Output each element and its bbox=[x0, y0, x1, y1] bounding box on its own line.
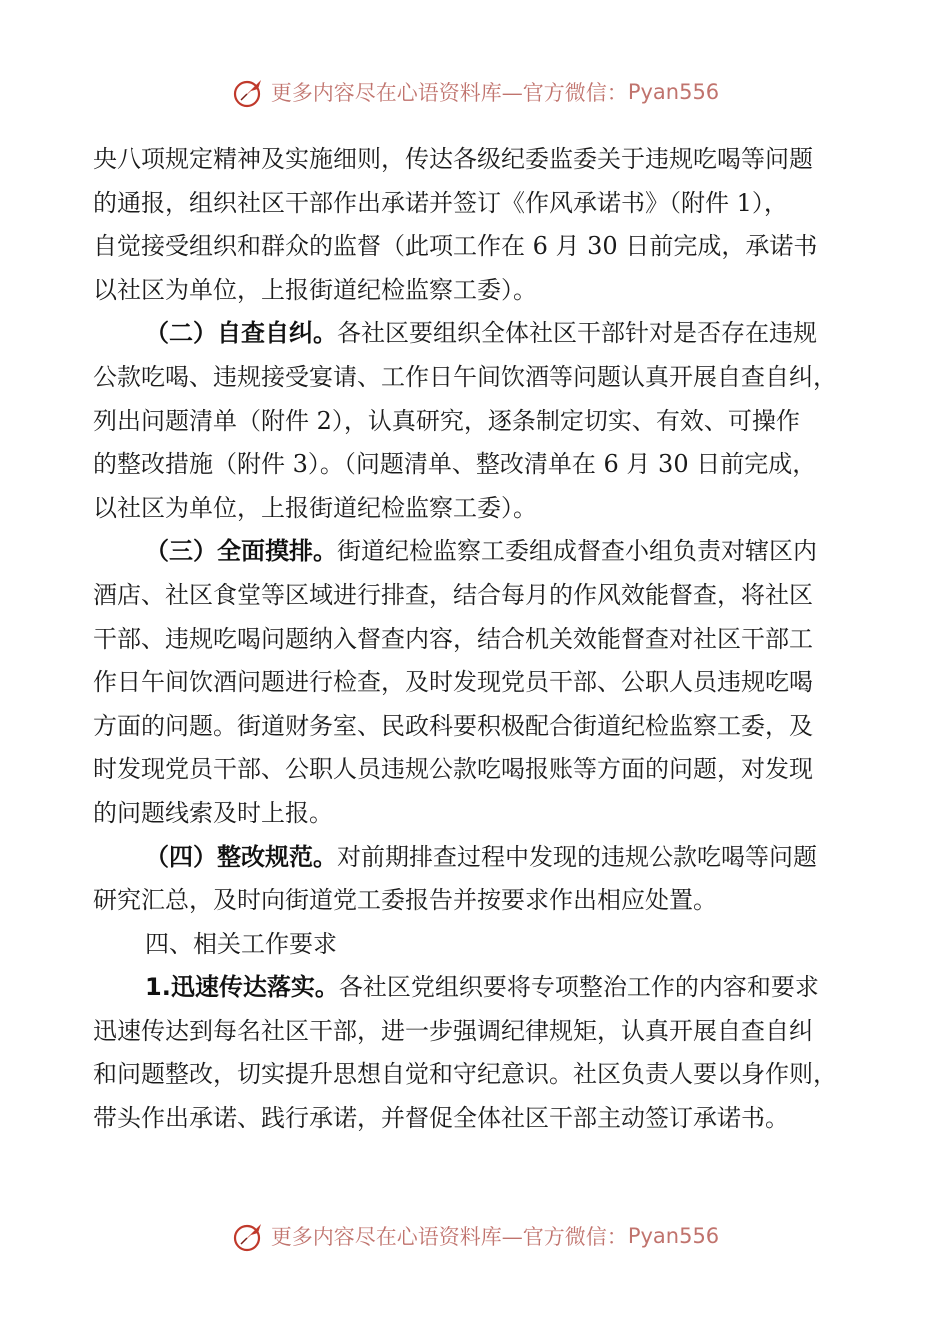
quill-logo-icon bbox=[231, 1218, 267, 1254]
line-text: 列出问题清单（附件 2），认真研究，逐条制定切实、有效、可操作 bbox=[93, 406, 800, 435]
section-heading: （四）整改规范。 bbox=[145, 842, 337, 871]
line-text: 方面的问题。街道财务室、民政科要积极配合街道纪检监察工委，及 bbox=[93, 711, 813, 740]
text-line bbox=[93, 182, 883, 226]
text-line bbox=[93, 1097, 883, 1141]
line-text: 对前期排查过程中发现的违规公款吃喝等问题 bbox=[337, 842, 817, 871]
line-text: 干部、违规吃喝问题纳入督查内容，结合机关效能督查对社区干部工 bbox=[93, 624, 813, 653]
document-body bbox=[93, 138, 883, 1141]
watermark-text: 更多内容尽在心语资料库—官方微信： bbox=[270, 1225, 628, 1249]
section-heading: （三）全面摸排。 bbox=[145, 537, 337, 566]
line-text: 的通报，组织社区干部作出承诺并签订《作风承诺书》（附件 1）， bbox=[93, 188, 788, 217]
text-line bbox=[93, 1053, 883, 1097]
text-line bbox=[93, 748, 883, 792]
text-line bbox=[93, 1010, 883, 1054]
line-text: 和问题整改，切实提升思想自觉和守纪意识。社区负责人要以身作则， bbox=[93, 1060, 837, 1089]
section-heading: （二）自查自纠。 bbox=[145, 319, 337, 348]
line-text: 央八项规定精神及实施细则，传达各级纪委监委关于违规吃喝等问题 bbox=[93, 145, 813, 173]
text-line bbox=[93, 269, 883, 313]
header-watermark bbox=[0, 72, 950, 112]
text-line bbox=[93, 923, 883, 967]
line-text: 作日午间饮酒问题进行检查，及时发现党员干部、公职人员违规吃喝 bbox=[93, 668, 813, 697]
text-line bbox=[93, 356, 883, 400]
line-text: 各社区要组织全体社区干部针对是否存在违规 bbox=[337, 319, 817, 348]
text-line bbox=[93, 443, 883, 487]
line-text: 以社区为单位，上报街道纪检监察工委）。 bbox=[93, 493, 537, 522]
footer-watermark bbox=[0, 1216, 950, 1256]
text-line bbox=[93, 618, 883, 662]
line-text: 四、相关工作要求 bbox=[145, 929, 337, 958]
text-line bbox=[93, 400, 883, 444]
line-text: 时发现党员干部、公职人员违规公款吃喝报账等方面的问题，对发现 bbox=[93, 755, 813, 784]
line-text: 各社区党组织要将专项整治工作的内容和要求 bbox=[338, 973, 819, 1002]
line-text: 的问题线索及时上报。 bbox=[93, 798, 333, 827]
line-text: 以社区为单位，上报街道纪检监察工委）。 bbox=[93, 275, 537, 304]
line-text: 公款吃喝、违规接受宴请、工作日午间饮酒等问题认真开展自查自纠， bbox=[93, 362, 837, 391]
line-text: 街道纪检监察工委组成督查小组负责对辖区内 bbox=[337, 537, 817, 566]
text-line bbox=[93, 574, 883, 618]
text-line bbox=[93, 836, 883, 880]
text-line bbox=[93, 530, 883, 574]
line-text: 的整改措施（附件 3）。（问题清单、整改清单在 6 月 30 日前完成， bbox=[93, 450, 817, 479]
text-line bbox=[93, 312, 883, 356]
watermark-wechat-id: Pyan556 bbox=[627, 80, 720, 104]
line-text: 迅速传达到每名社区干部，进一步强调纪律规矩，认真开展自查自纠 bbox=[93, 1016, 813, 1045]
line-text: 酒店、社区食堂等区域进行排查，结合每月的作风效能督查，将社区 bbox=[93, 580, 813, 609]
section-heading: 1.迅速传达落实。 bbox=[145, 973, 339, 1002]
text-line bbox=[93, 487, 883, 531]
line-text: 研究汇总，及时向街道党工委报告并按要求作出相应处置。 bbox=[93, 886, 717, 915]
watermark-text: 更多内容尽在心语资料库—官方微信： bbox=[270, 81, 628, 105]
quill-logo-icon bbox=[231, 74, 267, 110]
text-line bbox=[93, 661, 883, 705]
line-text: 带头作出承诺、践行承诺，并督促全体社区干部主动签订承诺书。 bbox=[93, 1104, 789, 1133]
watermark-wechat-id: Pyan556 bbox=[627, 1224, 720, 1248]
text-line bbox=[93, 705, 883, 749]
line-text: 自觉接受组织和群众的监督（此项工作在 6 月 30 日前完成，承诺书 bbox=[93, 232, 818, 261]
text-line bbox=[93, 879, 883, 923]
text-line bbox=[93, 225, 883, 269]
text-line bbox=[93, 138, 883, 182]
text-line bbox=[93, 966, 883, 1010]
text-line bbox=[93, 792, 883, 836]
